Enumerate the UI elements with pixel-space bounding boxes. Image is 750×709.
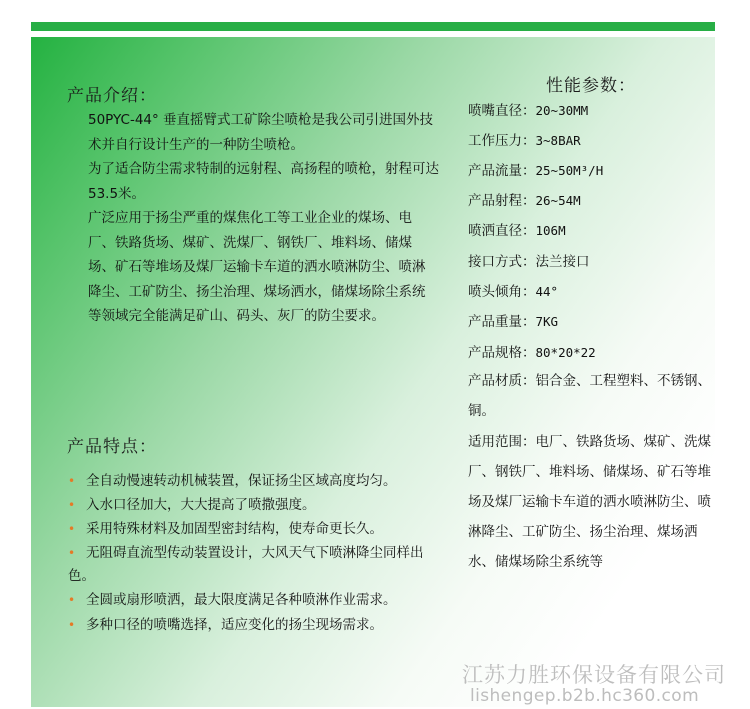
param-row-connection [468, 250, 590, 270]
feature-item [68, 494, 316, 517]
feature-item [68, 614, 383, 637]
param-row-application-scope [468, 427, 723, 577]
intro-heading: 产品介绍： [67, 86, 157, 106]
param-label: 喷头倾角： [468, 284, 536, 300]
param-value: 26~54M [535, 193, 581, 208]
feature-text: 入水口径加大，大大提高了喷撒强度。 [86, 497, 316, 513]
intro-paragraph: 广泛应用于扬尘严重的煤焦化工等工业企业的煤场、电厂、铁路货场、煤矿、洗煤厂、钢铁厂、堆料场、储煤场、矿石等堆场及煤厂运输卡车道的洒水喷淋防尘、喷淋降尘、工矿防尘、扬尘治理、煤场洒水，储煤场除尘系统等领域完全能满足矿山、码头、灰厂的防尘要求。 [88, 210, 426, 325]
param-label: 产品射程： [468, 193, 536, 209]
feature-text: 采用特殊材料及加固型密封结构，使寿命更长久。 [86, 521, 383, 537]
param-value: 3~8BAR [535, 133, 581, 148]
param-row-dimensions [468, 341, 596, 361]
bullet-icon: • [68, 593, 76, 607]
feature-item [68, 589, 397, 612]
param-value: 80*20*22 [535, 345, 596, 360]
param-value: 106M [535, 223, 566, 238]
param-row-weight [468, 310, 558, 330]
param-label: 喷洒直径： [468, 223, 536, 239]
feature-text: 全圆或扇形喷洒，最大限度满足各种喷淋作业需求。 [86, 592, 397, 608]
param-label: 工作压力： [468, 133, 536, 149]
param-value: 25~50M³/H [535, 163, 604, 178]
feature-item [68, 542, 428, 588]
param-value: 44° [535, 284, 559, 299]
param-value: 20~30MM [535, 103, 589, 118]
feature-text: 多种口径的喷嘴选择，适应变化的扬尘现场需求。 [86, 617, 383, 633]
top-green-bar [31, 22, 715, 31]
intro-paragraph: 50PYC-44° 垂直摇臂式工矿除尘喷枪是我公司引进国外技术并自行设计生产的一种防尘喷枪。 [88, 112, 434, 153]
param-label: 产品规格： [468, 345, 536, 361]
bullet-icon: • [68, 498, 76, 512]
param-label: 产品重量： [468, 314, 536, 330]
param-row-nozzle-diameter [468, 99, 588, 119]
param-row-spray-diameter [468, 219, 566, 239]
bullet-icon: • [68, 474, 76, 488]
feature-text: 全自动慢速转动机械装置，保证扬尘区域高度均匀。 [86, 473, 397, 489]
feature-text: 无阻碍直流型传动装置设计，大风天气下喷淋降尘同样出色。 [68, 545, 424, 584]
param-value: 铝合金、工程塑料、不锈钢、铜。 [468, 373, 711, 419]
bullet-icon: • [68, 618, 76, 632]
param-label: 喷嘴直径： [468, 103, 536, 119]
param-row-working-pressure [468, 129, 581, 149]
params-heading: 性能参数： [546, 76, 636, 96]
bullet-icon: • [68, 546, 76, 560]
features-heading: 产品特点： [67, 437, 157, 457]
bullet-icon: • [68, 522, 76, 536]
intro-paragraph: 为了适合防尘需求特制的远射程、高扬程的喷枪，射程可达53.5米。 [88, 161, 439, 202]
watermark-company-name: 江苏力胜环保设备有限公司 [462, 663, 726, 687]
param-label: 产品流量： [468, 163, 536, 179]
param-label: 接口方式： [468, 254, 536, 270]
param-row-range [468, 189, 581, 209]
feature-item [68, 518, 383, 541]
watermark-url: lishengep.b2b.hc360.com [470, 686, 700, 706]
param-value: 电厂、铁路货场、煤矿、洗煤厂、钢铁厂、堆料场、储煤场、矿石等堆场及煤厂运输卡车道的洒水喷淋防尘、喷淋降尘、工矿防尘、扬尘治理、煤场洒水、储煤场除尘系统等 [468, 434, 711, 570]
param-value: 法兰接口 [535, 254, 590, 270]
feature-item [68, 470, 397, 493]
param-label: 适用范围： [468, 434, 536, 450]
param-row-tilt-angle [468, 280, 558, 300]
param-row-material [468, 366, 724, 426]
param-label: 产品材质： [468, 373, 536, 389]
param-row-flow-rate [468, 159, 603, 179]
param-value: 7KG [535, 314, 559, 329]
